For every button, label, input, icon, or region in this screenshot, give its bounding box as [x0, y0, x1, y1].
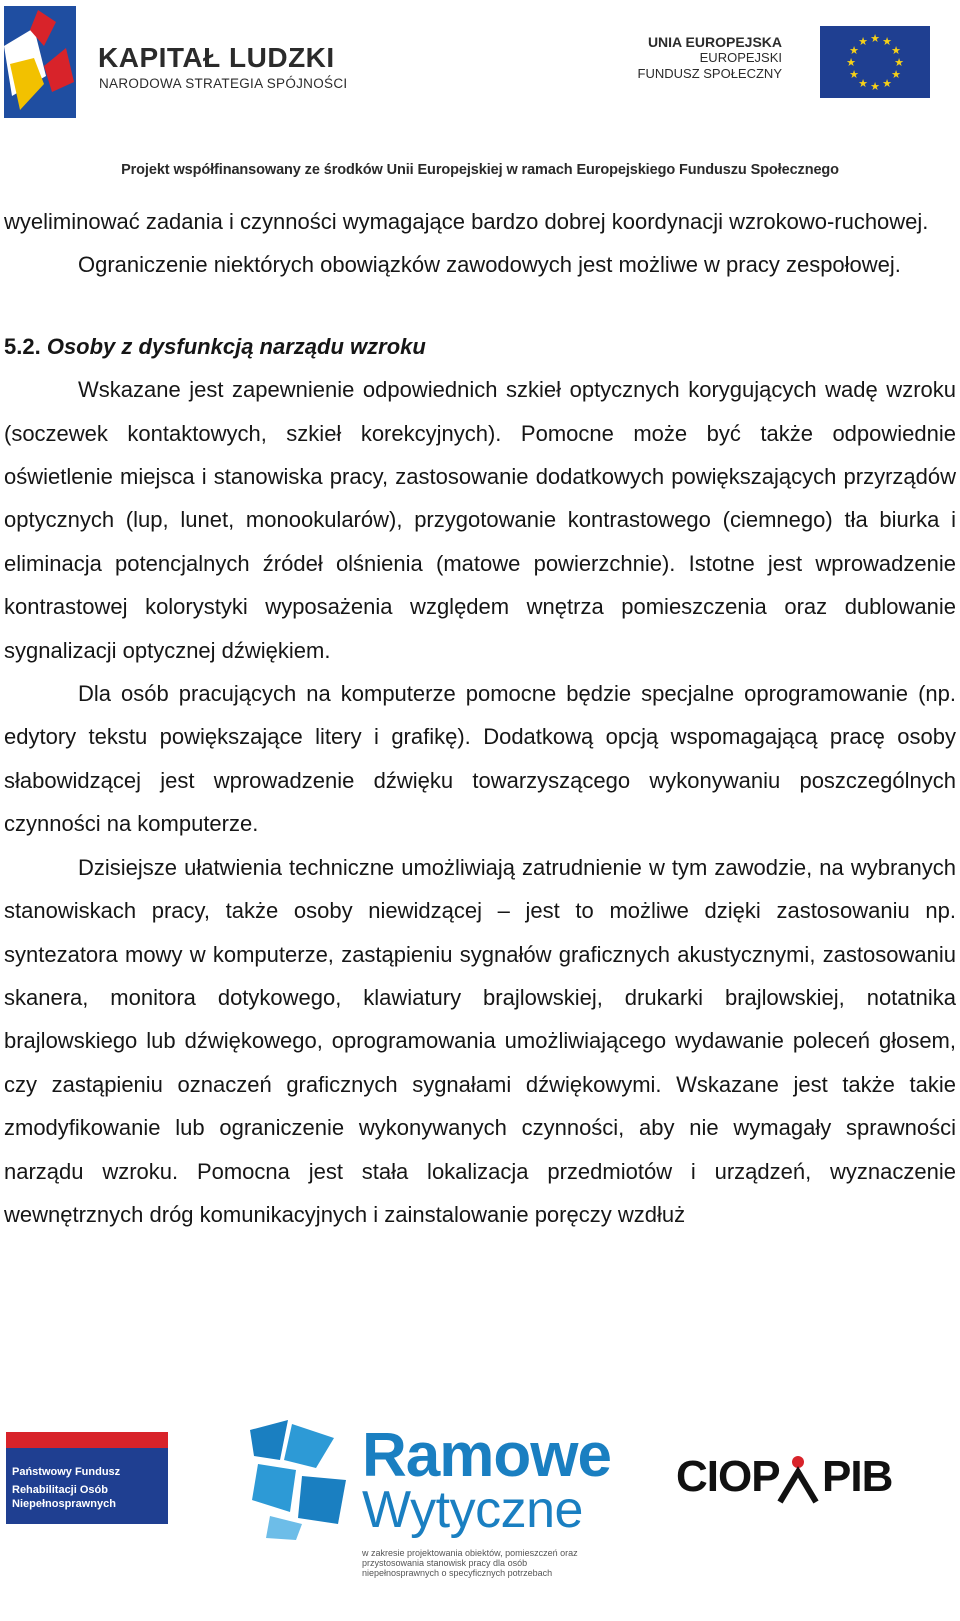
svg-text:★: ★	[849, 68, 859, 81]
ramowe-wytyczne-mark-icon	[250, 1420, 350, 1540]
eu-social-fund-label: FUNDUSZ SPOŁECZNY	[637, 66, 782, 81]
kapital-ludzki-logo-icon	[4, 6, 76, 118]
person-figure-icon	[776, 1454, 820, 1506]
paragraph: Ograniczenie niektórych obowiązków zawodowych jest możliwe w pracy zespołowej.	[78, 252, 901, 278]
section-number: 5.2.	[4, 333, 41, 359]
pfron-line: Niepełnosprawnych	[12, 1498, 116, 1510]
eu-union-label: UNIA EUROPEJSKA	[647, 34, 782, 50]
eu-flag-icon	[820, 26, 930, 98]
kapital-ludzki-subtitle: NARODOWA STRATEGIA SPÓJNOŚCI	[99, 76, 348, 91]
svg-text:★: ★	[891, 68, 901, 81]
svg-text:★: ★	[882, 35, 892, 48]
section-heading	[4, 325, 956, 368]
svg-text:★: ★	[858, 35, 868, 48]
pfron-line: Rehabilitacji Osób	[12, 1484, 108, 1496]
svg-text:★: ★	[846, 56, 856, 69]
section-title: Osoby z dysfunkcją narządu wzroku	[46, 333, 426, 359]
ciop-label: CIOP	[676, 1452, 780, 1501]
pfron-logo	[6, 1432, 168, 1524]
page-footer	[0, 1420, 960, 1621]
ciop-pib-logo	[676, 1452, 926, 1512]
svg-text:★: ★	[870, 80, 880, 93]
eu-european-label: EUROPEJSKI	[699, 50, 782, 65]
page-header	[0, 0, 960, 190]
ramowe-title: Ramowe	[362, 1421, 611, 1490]
svg-text:★: ★	[849, 44, 859, 57]
document-body	[4, 200, 956, 1236]
svg-text:★: ★	[882, 77, 892, 90]
eu-fund-label	[638, 34, 782, 82]
pfron-line: Państwowy Fundusz	[12, 1466, 121, 1478]
svg-text:★: ★	[870, 32, 880, 45]
ramowe-wytyczne-subtitle: w zakresie projektowania obiektów, pomieszczeń oraz przystosowania stanowisk pracy dla osób niepełnosprawnych o specyficznych potrzebach	[362, 1548, 578, 1578]
svg-text:★: ★	[858, 77, 868, 90]
svg-text:★: ★	[894, 56, 904, 69]
svg-text:★: ★	[891, 44, 901, 57]
pib-label: PIB	[822, 1452, 893, 1501]
paragraph: Wskazane jest zapewnienie odpowiednich szkieł optycznych korygujących wadę wzroku (soczewek kontaktowych, szkieł korekcyjnych). Pomocne może być także odpowiednie oświetlenie miejsca i stanowiska pracy, zastosowanie dodatkowych powiększających przyrządów optycznych (lup, lunet, monookularów), przygotowanie kontrastowego (ciemnego) tła biurka i eliminacja potencjalnych źródeł olśnienia (matowe powierzchnie). Istotne jest wprowadzenie kontrastowej kolorystyki wyposażenia względem wnętrza pomieszczenia oraz dublowanie sygnalizacji optycznej dźwiękiem.	[4, 377, 956, 663]
project-cofinancing-line: Projekt współfinansowany ze środków Unii Europejskiej w ramach Europejskiego Funduszu Społecznego	[121, 162, 839, 178]
paragraph: Dzisiejsze ułatwienia techniczne umożliwiają zatrudnienie w tym zawodzie, na wybranych stanowiskach pracy, także osoby niewidzącej – jest to możliwe dzięki zastosowaniu np. syntezatora mowy w komputerze, zastąpieniu sygnałów graficznych akustycznymi, zastosowaniu skanera, monitora dotykowego, klawiatury brajlowskiej, drukarki brajlowskiej, notatnika brajlowskiego lub dźwiękowego, oprogramowania umożliwiającego wydawanie poleceń głosem, czy zastąpieniu oznaczeń graficznych sygnałami dźwiękowymi. Wskazane jest także takie zmodyfikowanie lub ograniczenie wykonywanych czynności, aby nie wymagały sprawności narządu wzroku. Pomocna jest stała lokalizacja przedmiotów i urządzeń, wyznaczenie wewnętrznych dróg komunikacyjnych i zainstalowanie poręczy wzdłuż	[4, 854, 956, 1227]
paragraph: Dla osób pracujących na komputerze pomocne będzie specjalne oprogramowanie (np. edytory tekstu powiększające litery i grafikę). Dodatkową opcją wspomagającą pracę osoby słabowidzącej jest wprowadzenie dźwięku towarzyszącego wykonywaniu poszczególnych czynności na komputerze.	[4, 681, 956, 837]
kapital-ludzki-title: KAPITAŁ LUDZKI	[98, 42, 335, 73]
wytyczne-title: Wytyczne	[362, 1481, 583, 1539]
paragraph: wyeliminować zadania i czynności wymagające bardzo dobrej koordynacji wzrokowo-ruchowej.	[4, 209, 929, 234]
